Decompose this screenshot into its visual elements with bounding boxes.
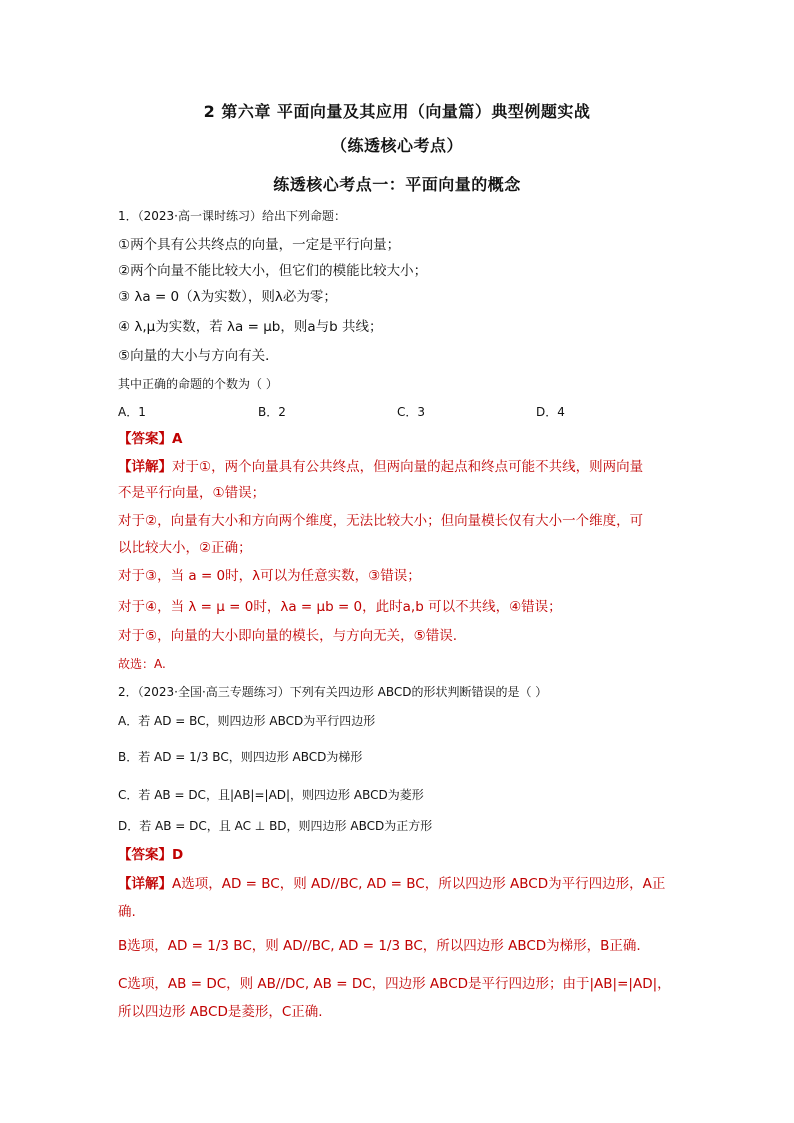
- q2-detail-text-1: A选项，AD = BC，则 AD//BC, AD = BC，所以四边形 ABCD为平行四边形，A正: [172, 876, 666, 892]
- q2-detail-3: B选项，AD = 1/3 BC，则 AD//BC, AD = 1/3 BC，所以四边形 ABCD为梯形，B正确.: [118, 938, 641, 954]
- q2-detail-5: 所以四边形 ABCD是菱形，C正确.: [118, 1004, 323, 1020]
- page-title: 2 第六章 平面向量及其应用（向量篇）典型例题实战: [203, 102, 591, 121]
- q2-option-c: C．若 AB = DC，且|AB|=|AD|，则四边形 ABCD为菱形: [118, 788, 424, 802]
- q2-answer-value: D: [172, 847, 184, 863]
- q1-detail-6: 对于④，当 λ = μ = 0时，λa = μb = 0，此时a,b 可以不共线，④错误；: [118, 599, 562, 615]
- q1-detail-3: 对于②，向量有大小和方向两个维度，无法比较大小；但向量模长仅有大小一个维度，可: [118, 513, 644, 529]
- q2-detail-1: [118, 875, 688, 893]
- q1-prop-1: ①两个具有公共终点的向量，一定是平行向量；: [118, 237, 401, 253]
- q2-detail-tag: 【详解】: [118, 876, 172, 892]
- q1-answer-tag: 【答案】: [118, 431, 172, 447]
- q1-stem: 1．（2023·高一课时练习）给出下列命题：: [118, 209, 346, 223]
- q2-detail-2: 确.: [118, 904, 136, 920]
- q1-prop-3: ③ λa = 0（λ为实数），则λ必为零；: [118, 289, 337, 305]
- q1-detail-1: [118, 458, 688, 476]
- q1-answer-value: A: [172, 431, 183, 447]
- q1-detail-2: 不是平行向量，①错误；: [118, 485, 266, 501]
- q2-detail-4: C选项，AB = DC，则 AB//DC, AB = DC，四边形 ABCD是平行四边形；由于|AB|=|AD|，: [118, 976, 671, 992]
- q1-option-d: D．4: [536, 405, 565, 419]
- q1-detail-5: 对于③，当 a = 0时，λ可以为任意实数，③错误；: [118, 568, 421, 584]
- q2-option-d: D．若 AB = DC，且 AC ⊥ BD，则四边形 ABCD为正方形: [118, 819, 433, 833]
- q1-detail-7: 对于⑤，向量的大小即向量的模长，与方向无关，⑤错误.: [118, 628, 457, 644]
- q1-detail-text-1: 对于①，两个向量具有公共终点，但两向量的起点和终点可能不共线，则两向量: [172, 459, 644, 475]
- page-subtitle: （练透核心考点）: [330, 136, 463, 155]
- q1-prop-4: ④ λ,μ为实数，若 λa = μb，则a与b 共线；: [118, 319, 383, 335]
- q2-answer: [118, 846, 688, 864]
- q2-answer-tag: 【答案】: [118, 847, 172, 863]
- q1-conclusion: 故选：A.: [118, 657, 166, 671]
- q1-answer: [118, 430, 688, 448]
- q1-option-a: A．1: [118, 405, 146, 419]
- q2-option-b: B．若 AD = 1/3 BC，则四边形 ABCD为梯形: [118, 750, 363, 764]
- q1-prop-5: ⑤向量的大小与方向有关．: [118, 348, 279, 364]
- q1-option-b: B．2: [258, 405, 286, 419]
- q1-detail-tag: 【详解】: [118, 459, 172, 475]
- q1-prop-2: ②两个向量不能比较大小，但它们的模能比较大小；: [118, 263, 428, 279]
- section-heading: 练透核心考点一：平面向量的概念: [273, 175, 521, 194]
- q1-option-c: C．3: [397, 405, 426, 419]
- q2-option-a: A．若 AD = BC，则四边形 ABCD为平行四边形: [118, 714, 376, 728]
- q1-detail-4: 以比较大小，②正确；: [118, 540, 252, 556]
- q1-ask: 其中正确的命题的个数为（ ）: [118, 377, 278, 391]
- q2-stem: 2．（2023·全国·高三专题练习）下列有关四边形 ABCD的形状判断错误的是（ ）: [118, 685, 548, 699]
